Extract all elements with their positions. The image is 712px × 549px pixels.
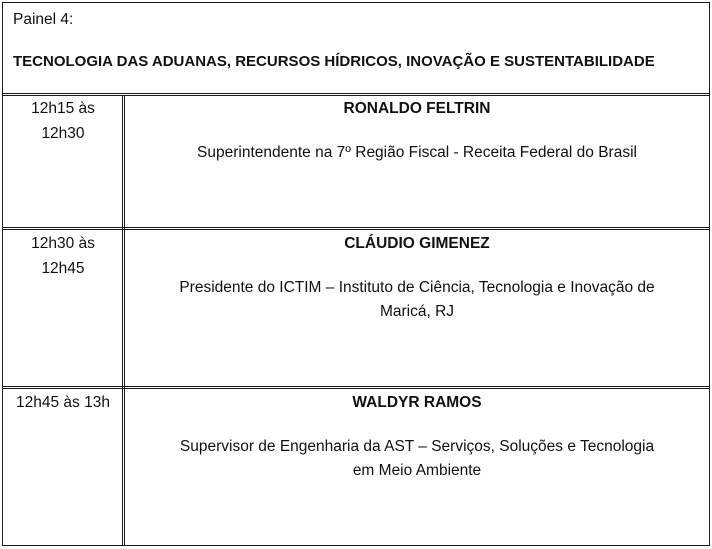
table-border-right (709, 2, 710, 546)
speaker-role: Presidente do ICTIM – Instituto de Ciência, Tecnologia e Inovação de Maricá, RJ (179, 279, 655, 320)
row-2-time (3, 231, 123, 281)
row-2-content (125, 233, 709, 324)
time-text: 12h15 às 12h30 (31, 100, 95, 142)
speaker-role: Superintendente na 7º Região Fiscal - Receita Federal do Brasil (197, 144, 637, 161)
row-1-content (125, 98, 709, 165)
speaker-name: CLÁUDIO GIMENEZ (344, 235, 490, 252)
panel-title: TECNOLOGIA DAS ADUANAS, RECURSOS HÍDRICOS, INOVAÇÃO E SUSTENTABILIDADE (13, 53, 655, 70)
column-divider-1 (122, 95, 123, 546)
speaker-role: Supervisor de Engenharia da AST – Serviços, Soluções e Tecnologia em Meio Ambiente (179, 438, 655, 479)
header-border-bottom (2, 93, 710, 94)
panel-header (3, 3, 709, 93)
table-border-bottom (2, 545, 710, 546)
time-text: 12h30 às 12h45 (31, 235, 95, 277)
row-1-border-bottom (2, 227, 710, 228)
row-2-border-top (2, 229, 710, 230)
panel-label: Painel 4: (13, 11, 74, 28)
row-3-time (3, 390, 123, 415)
row-3-content (125, 392, 709, 483)
time-text: 12h45 às 13h (16, 394, 110, 411)
row-2-border-bottom (2, 386, 710, 387)
row-1-time (3, 96, 123, 146)
speaker-name: WALDYR RAMOS (352, 394, 482, 411)
row-3-border-top (2, 388, 710, 389)
speaker-name: RONALDO FELTRIN (343, 100, 491, 117)
